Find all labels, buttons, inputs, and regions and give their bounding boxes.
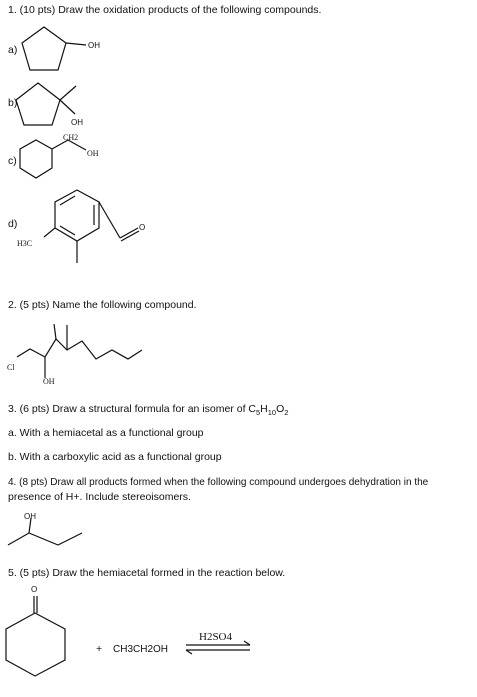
q3-a: a. With a hemiacetal as a functional group (8, 427, 204, 439)
q1a-oh: OH (88, 41, 100, 50)
q1b-structure (16, 83, 83, 127)
q2-oh: OH (43, 377, 55, 386)
q1d-h3c: H3C (17, 239, 33, 248)
q1a-structure (22, 27, 100, 70)
q1b-oh: OH (71, 118, 83, 127)
q5-cyclohexanone (6, 585, 65, 676)
q5-o: O (31, 585, 38, 594)
q1-a-label: a) (8, 44, 18, 56)
q1c-ch2: CH2 (63, 133, 79, 142)
q4-oh: OH (24, 512, 36, 521)
q1c-oh: OH (87, 149, 99, 158)
q5-heading: 5. (5 pts) Draw the hemiacetal formed in the reaction below. (8, 567, 286, 579)
q5-plus: + (96, 643, 103, 655)
q4-line1: 4. (8 pts) Draw all products formed when the following compound undergoes dehydration in the (8, 477, 429, 488)
q4-line2: presence of H+. Include stereoisomers. (8, 491, 191, 503)
q1d-o: O (139, 223, 146, 232)
q4-structure (8, 512, 82, 545)
q1-d-label: d) (8, 218, 18, 230)
q5-reagent: CH3CH2OH (113, 644, 169, 655)
q3-heading: 3. (6 pts) Draw a structural formula for an isomer of $C_5H_{10}O_2$ (8, 403, 289, 418)
q1c-structure (20, 133, 99, 178)
q5-catalyst: H2SO4 (199, 631, 233, 643)
q3-b: b. With a carboxylic acid as a functional group (8, 451, 222, 463)
q2-structure (7, 324, 142, 386)
q1d-structure (17, 190, 145, 263)
q1-b-label: b) (8, 97, 18, 109)
q1-heading: 1. (10 pts) Draw the oxidation products of the following compounds. (8, 4, 322, 16)
q2-cl: Cl (7, 363, 15, 372)
q1-c-label: c) (8, 155, 17, 167)
q2-heading: 2. (5 pts) Name the following compound. (8, 299, 197, 311)
